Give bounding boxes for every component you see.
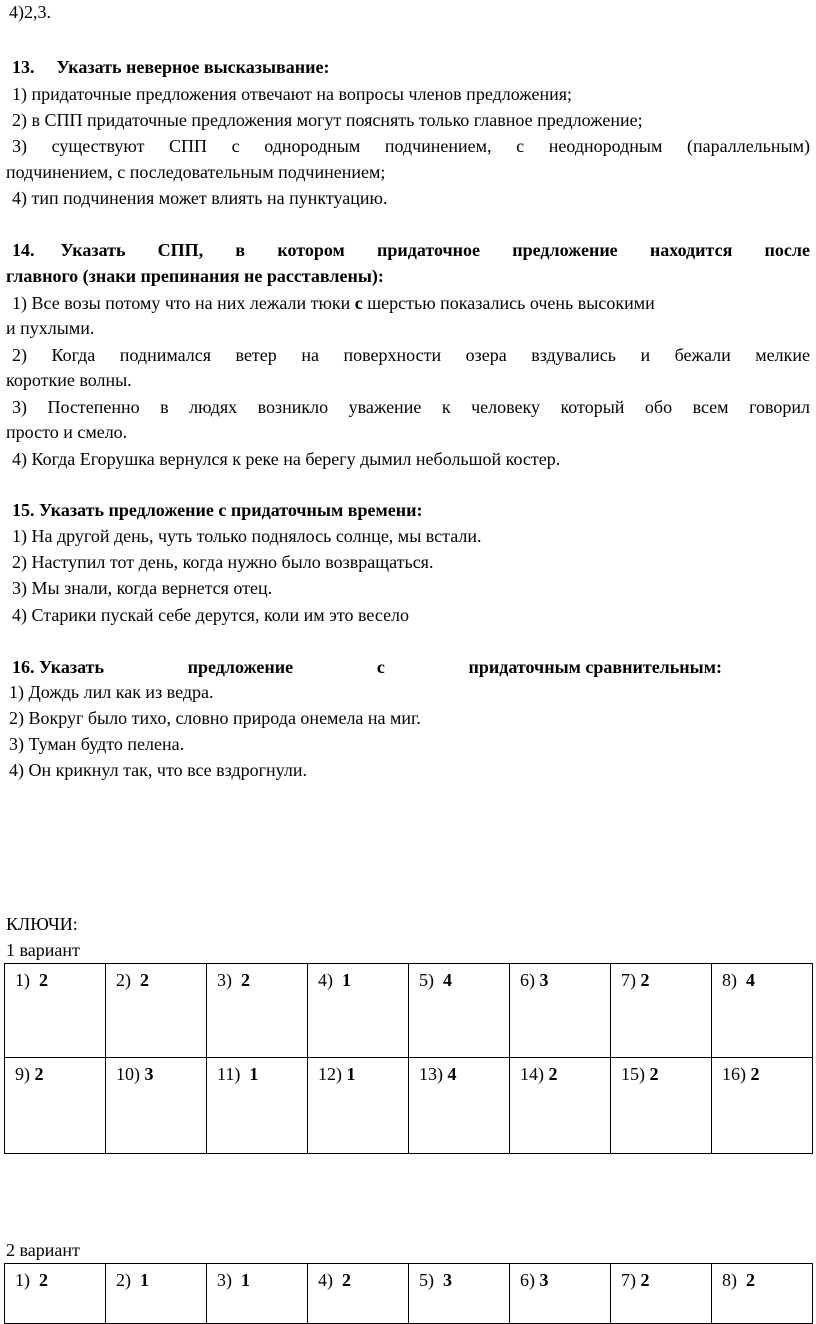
- q14-option-3: 3) Постепенно в людях возникло уважение к человеку который обо всем говорил: [12, 397, 810, 417]
- q15-number: 15.: [12, 500, 35, 520]
- key-cell: [308, 1264, 409, 1324]
- key-answer: 2: [746, 1270, 755, 1290]
- q14-number: 14.: [12, 240, 35, 260]
- q13-option-2: 2) в СПП придаточные предложения могут пояснять только главное предложение;: [12, 110, 643, 130]
- q16-number: 16.: [12, 657, 35, 677]
- q13-option-4: 4) тип подчинения может влиять на пунктуацию.: [12, 188, 388, 208]
- q13-heading: [12, 57, 330, 77]
- key-number: 8): [722, 970, 737, 990]
- q14-option-2: 2) Когда поднимался ветер на поверхности озера вздувались и бежали мелкие: [12, 345, 810, 365]
- key-answer: 1: [346, 1064, 356, 1084]
- key-number: 14): [520, 1064, 544, 1084]
- q16-option-2: 2) Вокруг было тихо, словно природа онемела на миг.: [9, 708, 421, 728]
- key-cell: [5, 964, 106, 1058]
- key-cell: [712, 964, 813, 1058]
- key-cell: [611, 1264, 712, 1324]
- key-number: 11): [217, 1064, 241, 1084]
- key-number: 2): [116, 1270, 131, 1290]
- key-number: 6): [520, 970, 535, 990]
- q14-heading: [12, 240, 810, 260]
- key-cell: [611, 1058, 712, 1154]
- table-row: [5, 964, 813, 1058]
- key-cell: [106, 964, 207, 1058]
- key-number: 4): [318, 1270, 333, 1290]
- q16-option-4: 4) Он крикнул так, что все вздрогнули.: [9, 760, 307, 780]
- key-number: 6): [520, 1270, 535, 1290]
- q15-option-3: 3) Мы знали, когда вернется отец.: [12, 578, 273, 598]
- q14-option-4: 4) Когда Егорушка вернулся к реке на берегу дымил небольшой костер.: [12, 449, 561, 469]
- q14-option-1-a: 1) Все возы потому что на них лежали тюки: [12, 293, 351, 313]
- key-answer: 4: [447, 1064, 457, 1084]
- q16-option-3: 3) Туман будто пелена.: [9, 734, 185, 754]
- key-cell: [510, 1058, 611, 1154]
- q15-title: Указать предложение с придаточным времени:: [39, 500, 423, 520]
- key-answer: 2: [140, 970, 149, 990]
- key-number: 5): [419, 1270, 434, 1290]
- key-answer: 1: [249, 1064, 259, 1084]
- q14-option-1-c: шерстью показались очень высокими: [367, 293, 655, 313]
- key-number: 15): [621, 1064, 645, 1084]
- key-cell: [611, 964, 712, 1058]
- key-answer: 4: [443, 970, 452, 990]
- q16-heading: [12, 657, 722, 677]
- q16-word-3: с: [376, 657, 385, 677]
- key-answer: 2: [342, 1270, 351, 1290]
- q13-title: Указать неверное высказывание:: [56, 57, 330, 77]
- table-row: [5, 1264, 813, 1324]
- q16-word-2: предложение: [187, 657, 294, 677]
- q16-word-1: Указать: [39, 657, 104, 677]
- key-answer: 2: [649, 1064, 659, 1084]
- key-answer: 2: [640, 970, 650, 990]
- key-answer: 2: [241, 970, 250, 990]
- q15-option-2: 2) Наступил тот день, когда нужно было возвращаться.: [12, 552, 434, 572]
- key-cell: [106, 1264, 207, 1324]
- table-row: [5, 1058, 813, 1154]
- q13-number: 13.: [12, 57, 35, 77]
- key-number: 5): [419, 970, 434, 990]
- key-number: 1): [15, 970, 30, 990]
- key-number: 7): [621, 1270, 636, 1290]
- key-answer: 2: [750, 1064, 760, 1084]
- variant2-key-table: [4, 1263, 813, 1324]
- key-cell: [308, 1058, 409, 1154]
- q14-option-1-b: с: [354, 293, 363, 313]
- key-cell: [712, 1058, 813, 1154]
- key-cell: [712, 1264, 813, 1324]
- key-number: 8): [722, 1270, 737, 1290]
- q14-title-line1: Указать СПП, в котором придаточное предложение находится после: [60, 240, 810, 260]
- key-number: 7): [621, 970, 636, 990]
- key-cell: [510, 964, 611, 1058]
- variant1-label: 1 вариант: [6, 940, 80, 960]
- key-cell: [308, 964, 409, 1058]
- q13-option-1: 1) придаточные предложения отвечают на вопросы членов предложения;: [12, 84, 572, 104]
- key-number: 13): [419, 1064, 443, 1084]
- key-cell: [5, 1264, 106, 1324]
- key-cell: [409, 1058, 510, 1154]
- q16-word-4: придаточным сравнительным:: [468, 657, 722, 677]
- variant2-label: 2 вариант: [6, 1240, 80, 1260]
- key-answer: 1: [140, 1270, 149, 1290]
- q15-option-1: 1) На другой день, чуть только поднялось солнце, мы встали.: [12, 526, 482, 546]
- key-answer: 2: [39, 970, 48, 990]
- key-cell: [207, 964, 308, 1058]
- key-cell: [510, 1264, 611, 1324]
- key-number: 9): [15, 1064, 30, 1084]
- q14-option-1: [12, 293, 655, 313]
- key-answer: 3: [539, 970, 549, 990]
- q14-option-2-cont: короткие волны.: [6, 370, 132, 390]
- key-answer: 2: [640, 1270, 650, 1290]
- key-answer: 3: [539, 1270, 549, 1290]
- key-answer: 3: [144, 1064, 154, 1084]
- q15-heading: [12, 500, 422, 520]
- key-cell: [409, 964, 510, 1058]
- key-answer: 2: [34, 1064, 44, 1084]
- key-cell: [207, 1264, 308, 1324]
- key-answer: 1: [342, 970, 351, 990]
- key-number: 16): [722, 1064, 746, 1084]
- key-number: 10): [116, 1064, 140, 1084]
- q16-option-1: 1) Дождь лил как из ведра.: [9, 682, 214, 702]
- key-cell: [207, 1058, 308, 1154]
- key-answer: 2: [39, 1270, 48, 1290]
- top-line: 4)2,3.: [9, 2, 51, 22]
- variant1-key-table: [4, 963, 813, 1154]
- key-answer: 3: [443, 1270, 452, 1290]
- key-number: 1): [15, 1270, 30, 1290]
- key-number: 4): [318, 970, 333, 990]
- key-number: 3): [217, 1270, 232, 1290]
- q14-option-1-cont: и пухлыми.: [6, 318, 95, 338]
- q13-option-3-cont: подчинением, с последовательным подчинением;: [6, 162, 386, 182]
- q15-option-4: 4) Старики пускай себе дерутся, коли им это весело: [12, 605, 410, 625]
- key-number: 2): [116, 970, 131, 990]
- key-number: 12): [318, 1064, 342, 1084]
- key-answer: 4: [746, 970, 755, 990]
- key-cell: [5, 1058, 106, 1154]
- key-answer: 1: [241, 1270, 250, 1290]
- q13-option-3: 3) существуют СПП с однородным подчинением, с неоднородным (параллельным): [12, 136, 810, 156]
- q14-option-3-cont: просто и смело.: [6, 422, 128, 442]
- keys-heading: КЛЮЧИ:: [6, 914, 78, 934]
- key-cell: [106, 1058, 207, 1154]
- key-number: 3): [217, 970, 232, 990]
- key-answer: 2: [548, 1064, 558, 1084]
- key-cell: [409, 1264, 510, 1324]
- q14-title-line2: главного (знаки препинания не расставлены):: [6, 266, 384, 286]
